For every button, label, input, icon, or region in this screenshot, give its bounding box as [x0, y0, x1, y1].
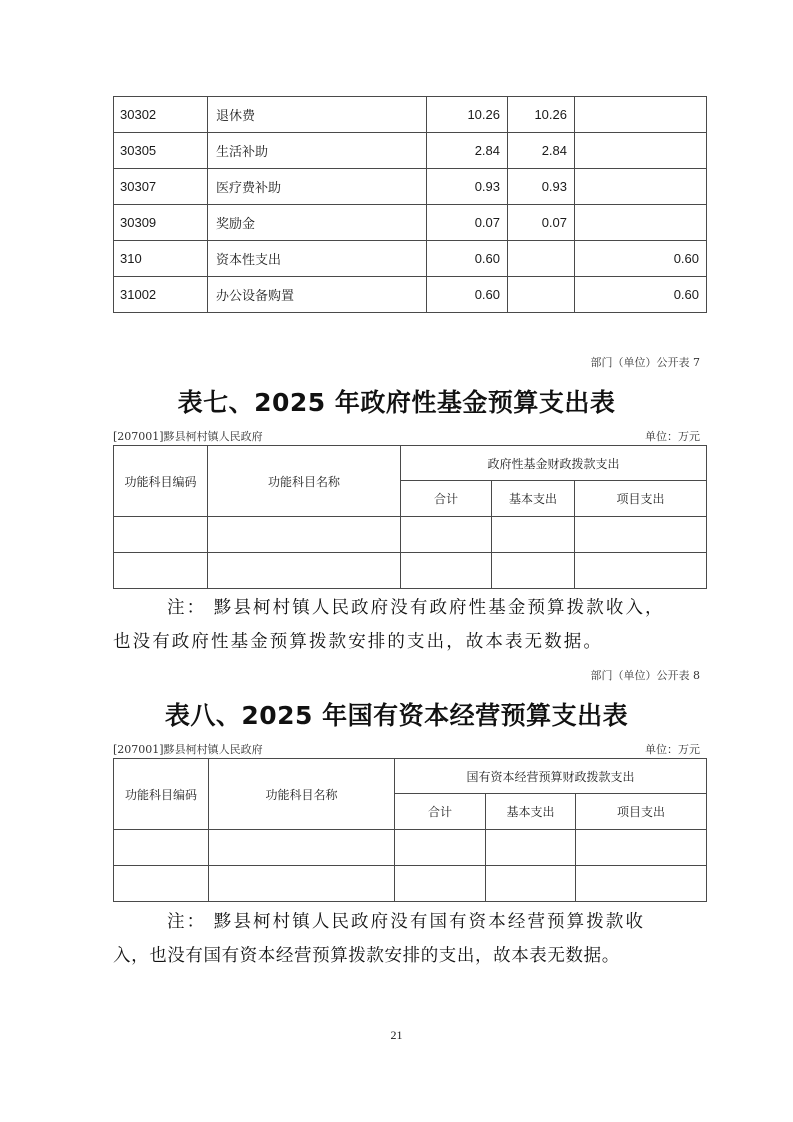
table-row [114, 133, 707, 169]
cell [114, 830, 209, 866]
table-row [114, 241, 707, 277]
table-row [114, 517, 707, 553]
form-label: 部门（单位）公开表 7 [590, 356, 700, 369]
cell-name: 资本性支出 [208, 241, 427, 277]
note-line: 也没有政府性基金预算拨款安排的支出，故本表无数据。 [113, 632, 603, 652]
header-group: 政府性基金财政拨款支出 [401, 446, 707, 481]
cell-code: 30305 [114, 133, 208, 169]
government-fund-table [113, 445, 707, 589]
cell-total: 0.60 [427, 277, 508, 313]
cell-basic [508, 241, 575, 277]
cell [209, 866, 395, 902]
cell [395, 866, 486, 902]
state-capital-table [113, 758, 707, 902]
table-row [114, 205, 707, 241]
cell-basic: 0.07 [508, 205, 575, 241]
cell [208, 517, 401, 553]
note-line: 注： 黟县柯村镇人民政府没有国有资本经营预算拨款收 [167, 912, 646, 932]
cell-code: 31002 [114, 277, 208, 313]
header-basic: 基本支出 [492, 481, 575, 517]
cell-project: 0.60 [575, 277, 707, 313]
table-title: 表八、2025 年国有资本经营预算支出表 [164, 701, 629, 730]
table-row [114, 553, 707, 589]
cell [401, 553, 492, 589]
header-code: 功能科目编码 [114, 759, 209, 830]
cell [492, 517, 575, 553]
cell-name: 办公设备购置 [208, 277, 427, 313]
header-code: 功能科目编码 [114, 446, 208, 517]
cell-total: 10.26 [427, 97, 508, 133]
table-row [114, 97, 707, 133]
cell [576, 830, 707, 866]
cell [114, 553, 208, 589]
cell [486, 866, 576, 902]
cell-total: 0.60 [427, 241, 508, 277]
cell [576, 866, 707, 902]
cell-project [575, 205, 707, 241]
page-number: 21 [390, 1028, 403, 1042]
cell-project [575, 97, 707, 133]
cell-total: 0.07 [427, 205, 508, 241]
table-row [114, 169, 707, 205]
form-label: 部门（单位）公开表 8 [590, 669, 700, 682]
unit-label: 单位：万元 [645, 743, 700, 756]
organization-label: [207001]黟县柯村镇人民政府 [113, 743, 263, 756]
cell-basic: 2.84 [508, 133, 575, 169]
table8-note [113, 905, 706, 973]
cell [395, 830, 486, 866]
cell-name: 医疗费补助 [208, 169, 427, 205]
cell-basic: 0.93 [508, 169, 575, 205]
header-group: 国有资本经营预算财政拨款支出 [395, 759, 707, 794]
table7-note [113, 591, 706, 659]
table-row [114, 830, 707, 866]
cell-total: 0.93 [427, 169, 508, 205]
cell-basic [508, 277, 575, 313]
expenditure-table-continued [113, 96, 707, 313]
organization-label: [207001]黟县柯村镇人民政府 [113, 430, 263, 443]
cell-name: 退休费 [208, 97, 427, 133]
header-basic: 基本支出 [486, 794, 576, 830]
table-row [114, 277, 707, 313]
cell-project [575, 169, 707, 205]
table-title: 表七、2025 年政府性基金预算支出表 [177, 388, 616, 417]
cell [486, 830, 576, 866]
header-total: 合计 [401, 481, 492, 517]
header-row [114, 759, 707, 794]
header-total: 合计 [395, 794, 486, 830]
header-project: 项目支出 [575, 481, 707, 517]
header-project: 项目支出 [576, 794, 707, 830]
cell-project: 0.60 [575, 241, 707, 277]
cell-name: 奖励金 [208, 205, 427, 241]
header-name: 功能科目名称 [208, 446, 401, 517]
cell-code: 310 [114, 241, 208, 277]
cell [114, 866, 209, 902]
cell-code: 30307 [114, 169, 208, 205]
cell-name: 生活补助 [208, 133, 427, 169]
cell [114, 517, 208, 553]
cell-project [575, 133, 707, 169]
cell-code: 30309 [114, 205, 208, 241]
cell [575, 517, 707, 553]
note-line: 入，也没有国有资本经营预算拨款安排的支出，故本表无数据。 [113, 946, 620, 966]
cell-basic: 10.26 [508, 97, 575, 133]
header-row [114, 446, 707, 481]
cell [401, 517, 492, 553]
cell [492, 553, 575, 589]
unit-label: 单位：万元 [645, 430, 700, 443]
header-name: 功能科目名称 [209, 759, 395, 830]
cell-total: 2.84 [427, 133, 508, 169]
cell [209, 830, 395, 866]
cell [208, 553, 401, 589]
cell-code: 30302 [114, 97, 208, 133]
table-row [114, 866, 707, 902]
note-line: 注： 黟县柯村镇人民政府没有政府性基金预算拨款收入， [167, 598, 665, 618]
cell [575, 553, 707, 589]
